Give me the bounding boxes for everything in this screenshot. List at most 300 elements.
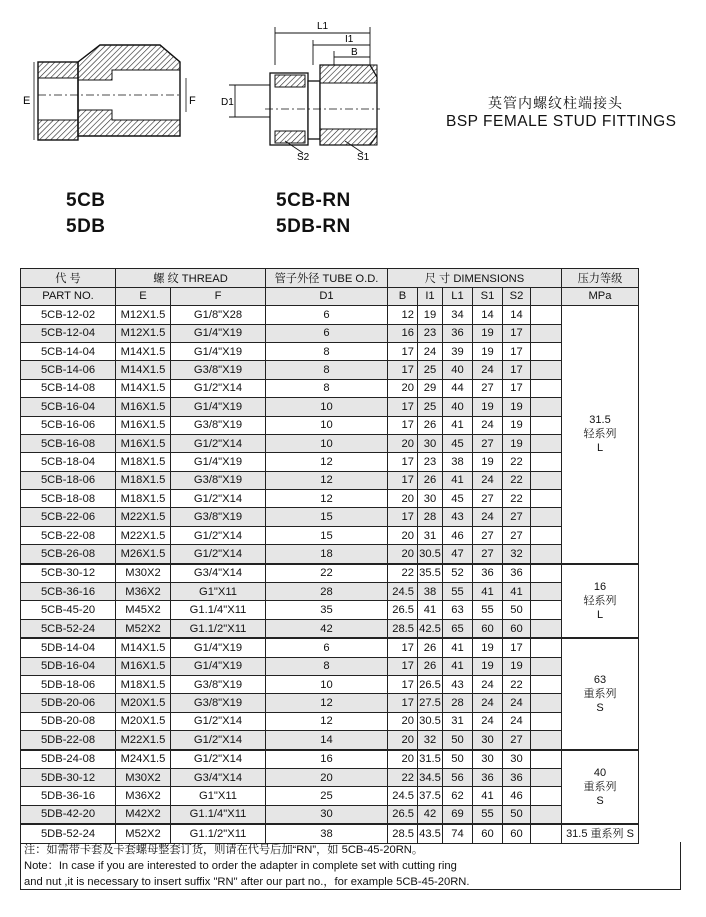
table-cell-blank — [531, 638, 562, 657]
table-cell: 30.5 — [418, 712, 443, 730]
table-cell: 24 — [503, 694, 531, 712]
pressure-class-line: 40 — [593, 766, 607, 779]
table-cell: G1.1/2"X11 — [171, 824, 266, 843]
table-cell: 38 — [443, 453, 473, 471]
head-d1: D1 — [266, 287, 388, 306]
table-cell: 52 — [443, 564, 473, 583]
table-cell: 47 — [443, 545, 473, 564]
header-row-1 — [21, 269, 639, 288]
table-cell: 17 — [388, 694, 418, 712]
left-section-upper — [78, 45, 180, 80]
code-5db: 5DB — [66, 216, 106, 237]
table-cell: 12 — [388, 306, 418, 324]
table-cell: M20X1.5 — [116, 712, 171, 730]
table-cell-blank — [531, 545, 562, 564]
table-row — [21, 490, 639, 508]
table-cell: 5DB-22-08 — [21, 731, 116, 750]
table-cell: 24 — [418, 342, 443, 360]
table-cell-blank — [531, 768, 562, 786]
table-cell: 28 — [418, 508, 443, 526]
table-cell: 60 — [473, 824, 503, 843]
table-cell: 17 — [388, 657, 418, 675]
head-part-no: PART NO. — [21, 287, 116, 306]
table-row — [21, 471, 639, 489]
table-cell: 40 — [443, 361, 473, 379]
table-cell: 41 — [473, 787, 503, 805]
table-cell: 27.5 — [418, 694, 443, 712]
table-cell: M18X1.5 — [116, 490, 171, 508]
head-s2: S2 — [503, 287, 531, 306]
table-row — [21, 416, 639, 434]
table-cell: 26 — [418, 416, 443, 434]
table-cell: 65 — [443, 619, 473, 638]
table-cell-blank — [531, 583, 562, 601]
table-cell: 30 — [473, 750, 503, 769]
spec-table — [20, 268, 639, 844]
table-cell: 24 — [473, 471, 503, 489]
table-cell: 5DB-18-06 — [21, 676, 116, 694]
table-cell: 24.5 — [388, 787, 418, 805]
note-cn: 注：如需带卡套及卡套螺母整套订货，则请在代号后加“RN”，如 5CB-45-20RN。 — [24, 844, 424, 856]
left-thread-upper — [38, 62, 78, 78]
table-cell: 5CB-12-04 — [21, 324, 116, 342]
table-cell: 43 — [443, 676, 473, 694]
table-cell: 41 — [473, 583, 503, 601]
table-cell: 20 — [388, 434, 418, 452]
fitting-drawing-left — [20, 40, 200, 150]
table-cell: 20 — [388, 490, 418, 508]
table-cell: G1"X11 — [171, 787, 266, 805]
table-cell: 19 — [503, 398, 531, 416]
table-cell: 23 — [418, 453, 443, 471]
table-cell: G1/2"X14 — [171, 712, 266, 730]
table-cell: M36X2 — [116, 787, 171, 805]
left-section-lower — [78, 110, 180, 136]
table-cell: 32 — [418, 731, 443, 750]
table-cell: M16X1.5 — [116, 398, 171, 416]
table-cell: 36 — [473, 768, 503, 786]
table-row — [21, 787, 639, 805]
table-cell: 12 — [266, 490, 388, 508]
table-cell: 5DB-14-04 — [21, 638, 116, 657]
table-cell: 62 — [443, 787, 473, 805]
pressure-class-line: 63 — [593, 673, 607, 686]
table-cell: 41 — [418, 601, 443, 619]
table-cell: 17 — [388, 342, 418, 360]
table-cell: 26.5 — [418, 676, 443, 694]
table-cell: 5DB-30-12 — [21, 768, 116, 786]
table-cell: 55 — [443, 583, 473, 601]
table-cell: 22 — [388, 564, 418, 583]
table-cell: 24.5 — [388, 583, 418, 601]
table-cell: 5CB-45-20 — [21, 601, 116, 619]
code-5cb-rn: 5CB-RN — [276, 190, 351, 211]
table-row — [21, 306, 639, 324]
table-cell: 18 — [266, 545, 388, 564]
pressure-class-line: 轻系列 — [583, 428, 617, 441]
right-dim-d1: D1 — [221, 97, 234, 108]
table-cell: G3/8"X19 — [171, 676, 266, 694]
table-cell: 5CB-16-04 — [21, 398, 116, 416]
table-cell-blank — [531, 657, 562, 675]
table-cell: M14X1.5 — [116, 342, 171, 360]
table-cell: 20 — [388, 731, 418, 750]
table-cell: 27 — [473, 434, 503, 452]
table-cell: 43 — [443, 508, 473, 526]
table-cell: G1/2"X14 — [171, 379, 266, 397]
table-cell: 24 — [473, 508, 503, 526]
table-cell-blank — [531, 490, 562, 508]
table-cell: 50 — [503, 601, 531, 619]
table-cell: 5CB-12-02 — [21, 306, 116, 324]
table-cell: M14X1.5 — [116, 638, 171, 657]
table-cell: 42 — [266, 619, 388, 638]
pressure-class-line: L — [596, 442, 604, 455]
table-cell: 5CB-30-12 — [21, 564, 116, 583]
table-cell: 20 — [388, 379, 418, 397]
title-english: BSP FEMALE STUD FITTINGS — [446, 113, 677, 130]
table-cell: 5DB-52-24 — [21, 824, 116, 843]
table-cell: G1/2"X14 — [171, 526, 266, 544]
table-cell: 22 — [503, 471, 531, 489]
table-cell: 17 — [388, 508, 418, 526]
table-cell: M30X2 — [116, 564, 171, 583]
table-cell: 37.5 — [418, 787, 443, 805]
table-cell: 17 — [503, 324, 531, 342]
table-cell: G1/2"X14 — [171, 490, 266, 508]
table-cell-blank — [531, 306, 562, 324]
pressure-class-cell — [562, 750, 639, 825]
table-cell: 20 — [388, 526, 418, 544]
table-cell: 32 — [503, 545, 531, 564]
head-dims: 尺 寸 DIMENSIONS — [388, 269, 562, 288]
table-cell: 20 — [266, 768, 388, 786]
fitting-drawing-right — [215, 15, 390, 165]
table-cell: M18X1.5 — [116, 676, 171, 694]
table-cell: M16X1.5 — [116, 416, 171, 434]
table-cell: 26 — [418, 638, 443, 657]
table-cell: 17 — [388, 416, 418, 434]
table-cell: 40 — [443, 398, 473, 416]
table-cell: 24 — [473, 694, 503, 712]
table-cell: 60 — [503, 824, 531, 843]
table-row — [21, 453, 639, 471]
pressure-class-line: 16 — [593, 580, 607, 593]
table-cell: 10 — [266, 434, 388, 452]
table-cell-blank — [531, 564, 562, 583]
table-cell: M36X2 — [116, 583, 171, 601]
table-cell: 38 — [418, 583, 443, 601]
table-cell: G1/4"X19 — [171, 342, 266, 360]
table-cell: 8 — [266, 361, 388, 379]
table-cell: 31 — [443, 712, 473, 730]
table-cell: 24 — [503, 712, 531, 730]
table-row — [21, 398, 639, 416]
table-cell: M12X1.5 — [116, 324, 171, 342]
table-cell: 19 — [473, 453, 503, 471]
table-cell: 17 — [388, 638, 418, 657]
table-cell: 24 — [473, 416, 503, 434]
table-cell: 8 — [266, 379, 388, 397]
table-cell: 22 — [503, 490, 531, 508]
table-cell: 30 — [266, 805, 388, 824]
head-e: E — [116, 287, 171, 306]
table-row — [21, 361, 639, 379]
table-cell: 20 — [388, 712, 418, 730]
note-en-1: Note：In case if you are interested to order the adapter in complete set with cutting ring — [24, 860, 457, 872]
table-row — [21, 768, 639, 786]
head-mpa: MPa — [562, 287, 639, 306]
table-cell: G1/4"X19 — [171, 453, 266, 471]
table-cell: 74 — [443, 824, 473, 843]
table-row — [21, 434, 639, 452]
table-cell-blank — [531, 712, 562, 730]
table-cell: 5CB-18-08 — [21, 490, 116, 508]
table-cell: 8 — [266, 342, 388, 360]
table-cell: 5CB-18-06 — [21, 471, 116, 489]
table-cell: 25 — [418, 361, 443, 379]
table-cell: 24 — [473, 361, 503, 379]
table-cell-blank — [531, 453, 562, 471]
table-cell: G1.1/2"X11 — [171, 619, 266, 638]
table-cell: M14X1.5 — [116, 379, 171, 397]
table-cell: 5CB-16-06 — [21, 416, 116, 434]
table-row — [21, 545, 639, 564]
table-cell: 35 — [266, 601, 388, 619]
table-cell: 30 — [473, 731, 503, 750]
table-cell: G3/4"X14 — [171, 564, 266, 583]
table-cell: 10 — [266, 416, 388, 434]
table-row — [21, 638, 639, 657]
table-cell: 31 — [418, 526, 443, 544]
table-cell: M52X2 — [116, 824, 171, 843]
table-cell: 22 — [266, 564, 388, 583]
table-row — [21, 805, 639, 824]
table-cell: 22 — [503, 453, 531, 471]
table-cell: 17 — [388, 676, 418, 694]
table-cell-blank — [531, 787, 562, 805]
note-en-2: and nut ,it is necessary to insert suffix "RN" after our part no.，for example 5CB-45-20RN. — [24, 876, 470, 888]
table-cell: 28.5 — [388, 824, 418, 843]
table-cell: M52X2 — [116, 619, 171, 638]
table-cell: 16 — [266, 750, 388, 769]
table-cell: 26 — [418, 471, 443, 489]
pressure-class-cell — [562, 638, 639, 749]
table-cell: G1/4"X19 — [171, 657, 266, 675]
table-cell: 63 — [443, 601, 473, 619]
left-dim-f: F — [189, 95, 196, 107]
left-dim-e: E — [23, 95, 31, 107]
table-cell-blank — [531, 379, 562, 397]
table-cell: 5DB-36-16 — [21, 787, 116, 805]
table-cell: 24 — [473, 676, 503, 694]
right-dim-s1: S1 — [357, 152, 370, 163]
table-cell: M18X1.5 — [116, 471, 171, 489]
table-cell: 27 — [503, 526, 531, 544]
head-tube: 管子外径 TUBE O.D. — [266, 269, 388, 288]
table-cell-blank — [531, 676, 562, 694]
right-dim-b: B — [351, 47, 358, 58]
table-cell: 5CB-14-06 — [21, 361, 116, 379]
table-cell: 29 — [418, 379, 443, 397]
table-cell: M26X1.5 — [116, 545, 171, 564]
table-cell: 17 — [503, 638, 531, 657]
table-cell: 5CB-36-16 — [21, 583, 116, 601]
table-cell: 28 — [266, 583, 388, 601]
table-cell-blank — [531, 750, 562, 769]
table-cell: 25 — [266, 787, 388, 805]
table-cell: 43.5 — [418, 824, 443, 843]
table-row — [21, 824, 639, 843]
table-cell: 10 — [266, 398, 388, 416]
table-cell: 28.5 — [388, 619, 418, 638]
table-cell: 24 — [473, 712, 503, 730]
table-cell-blank — [531, 398, 562, 416]
table-cell: 8 — [266, 657, 388, 675]
pressure-class-line: 轻系列 — [583, 594, 617, 607]
table-cell: 10 — [266, 676, 388, 694]
table-cell: 41 — [443, 638, 473, 657]
table-cell: G1/4"X19 — [171, 324, 266, 342]
table-cell: 41 — [443, 416, 473, 434]
table-cell: 6 — [266, 638, 388, 657]
table-cell: 31.5 — [418, 750, 443, 769]
table-cell-blank — [531, 731, 562, 750]
table-cell: 50 — [443, 731, 473, 750]
table-cell: G3/8"X19 — [171, 361, 266, 379]
table-cell: 60 — [503, 619, 531, 638]
table-cell: 19 — [473, 657, 503, 675]
table-cell: 56 — [443, 768, 473, 786]
table-cell: M12X1.5 — [116, 306, 171, 324]
table-cell: 5CB-16-08 — [21, 434, 116, 452]
table-cell: M16X1.5 — [116, 657, 171, 675]
table-cell-blank — [531, 416, 562, 434]
table-cell: M45X2 — [116, 601, 171, 619]
table-cell: M30X2 — [116, 768, 171, 786]
table-cell: 45 — [443, 434, 473, 452]
table-cell: 34 — [443, 306, 473, 324]
table-cell: M16X1.5 — [116, 434, 171, 452]
table-cell: 19 — [503, 657, 531, 675]
table-cell-blank — [531, 342, 562, 360]
code-5db-rn: 5DB-RN — [276, 216, 351, 237]
table-cell: M42X2 — [116, 805, 171, 824]
table-cell-blank — [531, 824, 562, 843]
table-cell: 17 — [388, 361, 418, 379]
table-cell: 44 — [443, 379, 473, 397]
pressure-class-line: 重系列 — [583, 687, 617, 700]
table-cell: 5CB-14-04 — [21, 342, 116, 360]
table-cell: 22 — [503, 676, 531, 694]
table-cell: 5CB-22-06 — [21, 508, 116, 526]
table-cell: 27 — [503, 508, 531, 526]
table-cell: G3/8"X19 — [171, 416, 266, 434]
head-s1: S1 — [473, 287, 503, 306]
head-l1: L1 — [443, 287, 473, 306]
table-cell: 30 — [503, 750, 531, 769]
table-cell: 5DB-20-08 — [21, 712, 116, 730]
table-cell-blank — [531, 324, 562, 342]
table-cell: G3/4"X14 — [171, 768, 266, 786]
table-cell: 42.5 — [418, 619, 443, 638]
table-cell: 28 — [443, 694, 473, 712]
table-cell: 36 — [503, 564, 531, 583]
table-cell-blank — [531, 805, 562, 824]
table-cell: 30.5 — [418, 545, 443, 564]
right-dim-s2: S2 — [297, 152, 310, 163]
table-cell-blank — [531, 601, 562, 619]
table-cell: 17 — [503, 379, 531, 397]
right-dim-l1: L1 — [317, 21, 329, 32]
table-row — [21, 712, 639, 730]
table-cell: G1/8"X28 — [171, 306, 266, 324]
pressure-class-cell — [562, 824, 639, 843]
table-cell: 45 — [443, 490, 473, 508]
table-cell: 39 — [443, 342, 473, 360]
pressure-class-line: S — [596, 794, 604, 807]
table-row — [21, 731, 639, 750]
head-pressure: 压力等级 — [562, 269, 639, 288]
table-cell: M14X1.5 — [116, 361, 171, 379]
table-cell-blank — [531, 434, 562, 452]
table-cell: 20 — [388, 750, 418, 769]
order-notes — [20, 842, 681, 890]
head-f: F — [171, 287, 266, 306]
table-cell: 41 — [503, 583, 531, 601]
table-cell: 12 — [266, 694, 388, 712]
pressure-class-line: L — [596, 608, 604, 621]
table-cell: 34.5 — [418, 768, 443, 786]
table-row — [21, 379, 639, 397]
table-cell: 5CB-26-08 — [21, 545, 116, 564]
table-row — [21, 657, 639, 675]
table-cell: M24X1.5 — [116, 750, 171, 769]
table-cell: 5CB-14-08 — [21, 379, 116, 397]
table-cell: G1/2"X14 — [171, 750, 266, 769]
table-row — [21, 601, 639, 619]
pressure-class-line: 31.5 — [589, 414, 611, 427]
head-i1: I1 — [418, 287, 443, 306]
table-cell: 36 — [443, 324, 473, 342]
table-cell: 27 — [473, 526, 503, 544]
table-row — [21, 583, 639, 601]
table-cell: G1/2"X14 — [171, 545, 266, 564]
table-cell: G1/2"X14 — [171, 731, 266, 750]
head-blank — [531, 287, 562, 306]
table-cell: 38 — [266, 824, 388, 843]
table-cell: 60 — [473, 619, 503, 638]
table-cell: 30 — [418, 434, 443, 452]
table-cell: 46 — [443, 526, 473, 544]
table-cell: M18X1.5 — [116, 453, 171, 471]
table-cell: 12 — [266, 471, 388, 489]
table-cell: 17 — [503, 342, 531, 360]
table-cell: 25 — [418, 398, 443, 416]
table-cell: 26 — [418, 657, 443, 675]
table-row — [21, 676, 639, 694]
table-cell: 5CB-52-24 — [21, 619, 116, 638]
table-cell: 5DB-20-06 — [21, 694, 116, 712]
table-cell: 15 — [266, 526, 388, 544]
header-row-2 — [21, 287, 639, 306]
table-cell: 5DB-42-20 — [21, 805, 116, 824]
table-cell: 55 — [473, 601, 503, 619]
table-cell: 19 — [503, 434, 531, 452]
table-cell: 14 — [503, 306, 531, 324]
head-thread: 螺 纹 THREAD — [116, 269, 266, 288]
table-cell: M20X1.5 — [116, 694, 171, 712]
